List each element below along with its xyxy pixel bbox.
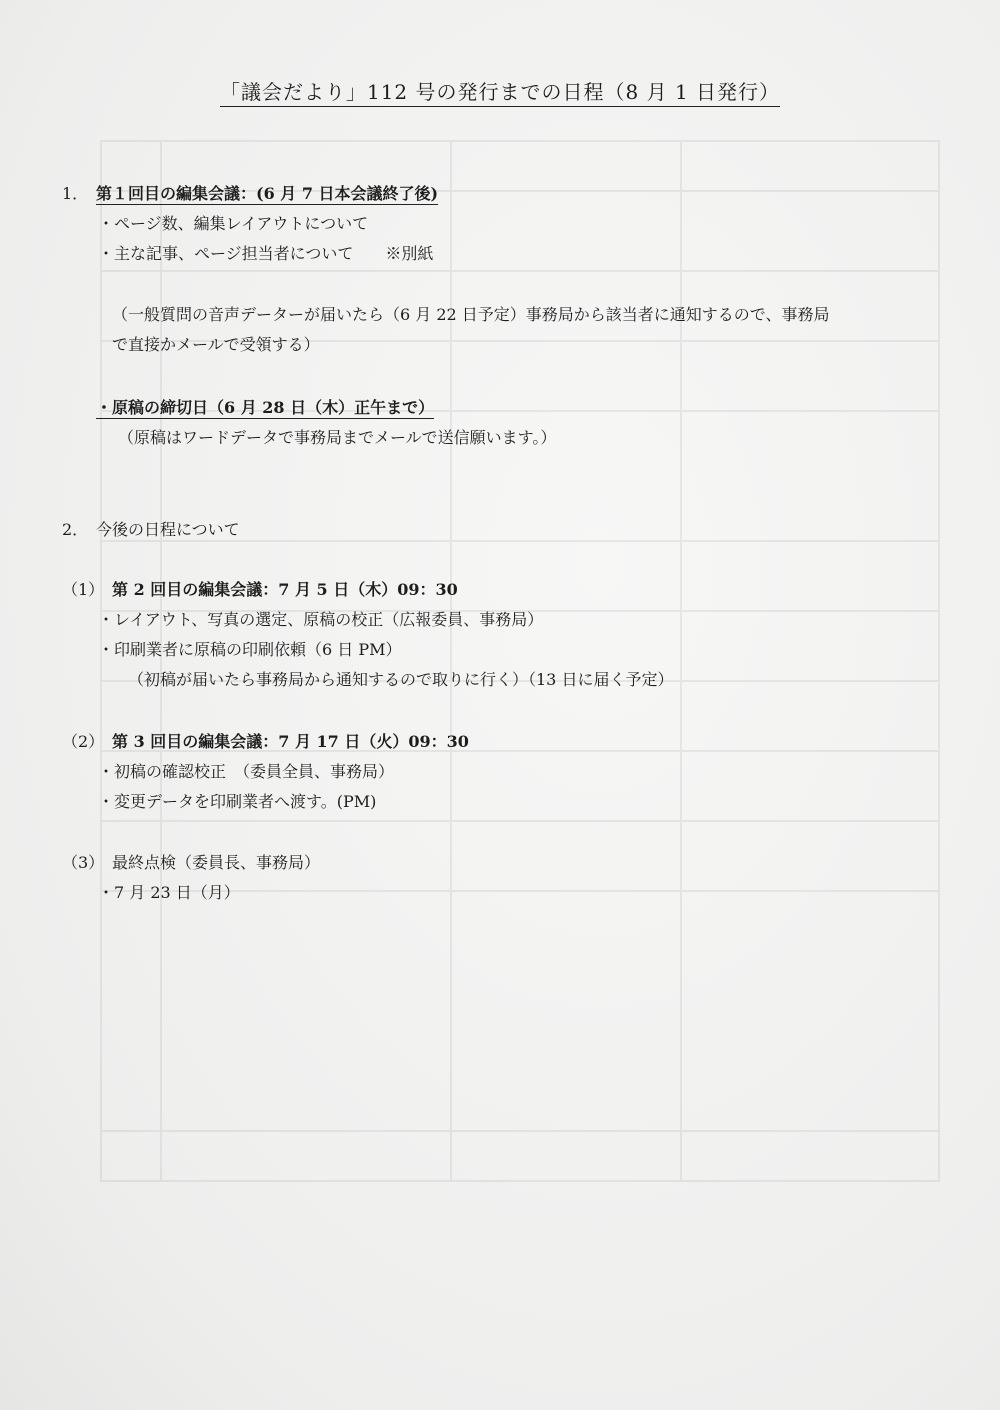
subsection-1-item-2: ・印刷業者に原稿の印刷依頼（6 日 PM） [98, 640, 402, 659]
subsection-2-number: （2） [62, 732, 105, 751]
subsection-2-item-1: ・初稿の確認校正 （委員全員、事務局） [98, 762, 395, 781]
deadline-heading: ・原稿の締切日（6 月 28 日（木）正午まで） [96, 398, 435, 417]
subsection-3-item-1: ・7 月 23 日（月） [98, 883, 240, 902]
subsection-2-item-2: ・変更データを印刷業者へ渡す。(PM) [98, 792, 377, 811]
section-1-number: 1． [62, 184, 89, 203]
page-title-text: 「議会だより」112 号の発行までの日程（8 月 1 日発行） [220, 80, 780, 107]
subsection-2-heading: 第 3 回目の編集会議：7 月 17 日（火）09：30 [112, 732, 469, 751]
subsection-1-number: （1） [62, 580, 105, 599]
deadline-note: （原稿はワードデータで事務局までメールで送信願います。） [118, 428, 557, 447]
section-1-note-line-1: （一般質問の音声データーが届いたら（6 月 22 日予定）事務局から該当者に通知するので、事務局 [112, 305, 830, 324]
subsection-1-item-1: ・レイアウト、写真の選定、原稿の校正（広報委員、事務局） [98, 610, 544, 629]
section-1-bullet-2: ・主な記事、ページ担当者について ※別紙 [98, 244, 434, 263]
bleed-through-table [60, 90, 940, 1350]
section-2-heading: 今後の日程について [96, 520, 240, 539]
subsection-1-heading: 第 2 回目の編集会議：7 月 5 日（木）09：30 [112, 580, 458, 599]
section-1-heading: 第１回目の編集会議：(6 月 7 日本会議終了後) [96, 184, 439, 203]
section-1-note-line-2: で直接かメールで受領する） [112, 335, 320, 354]
section-1-bullet-1: ・ページ数、編集レイアウトについて [98, 214, 369, 233]
section-2-number: 2． [62, 520, 89, 539]
subsection-3-heading: 最終点検（委員長、事務局） [112, 853, 321, 872]
page-title [0, 76, 1000, 105]
subsection-3-number: （3） [62, 853, 105, 872]
subsection-1-item-3: （初稿が届いたら事務局から通知するので取りに行く）（13 日に届く予定） [128, 670, 674, 689]
